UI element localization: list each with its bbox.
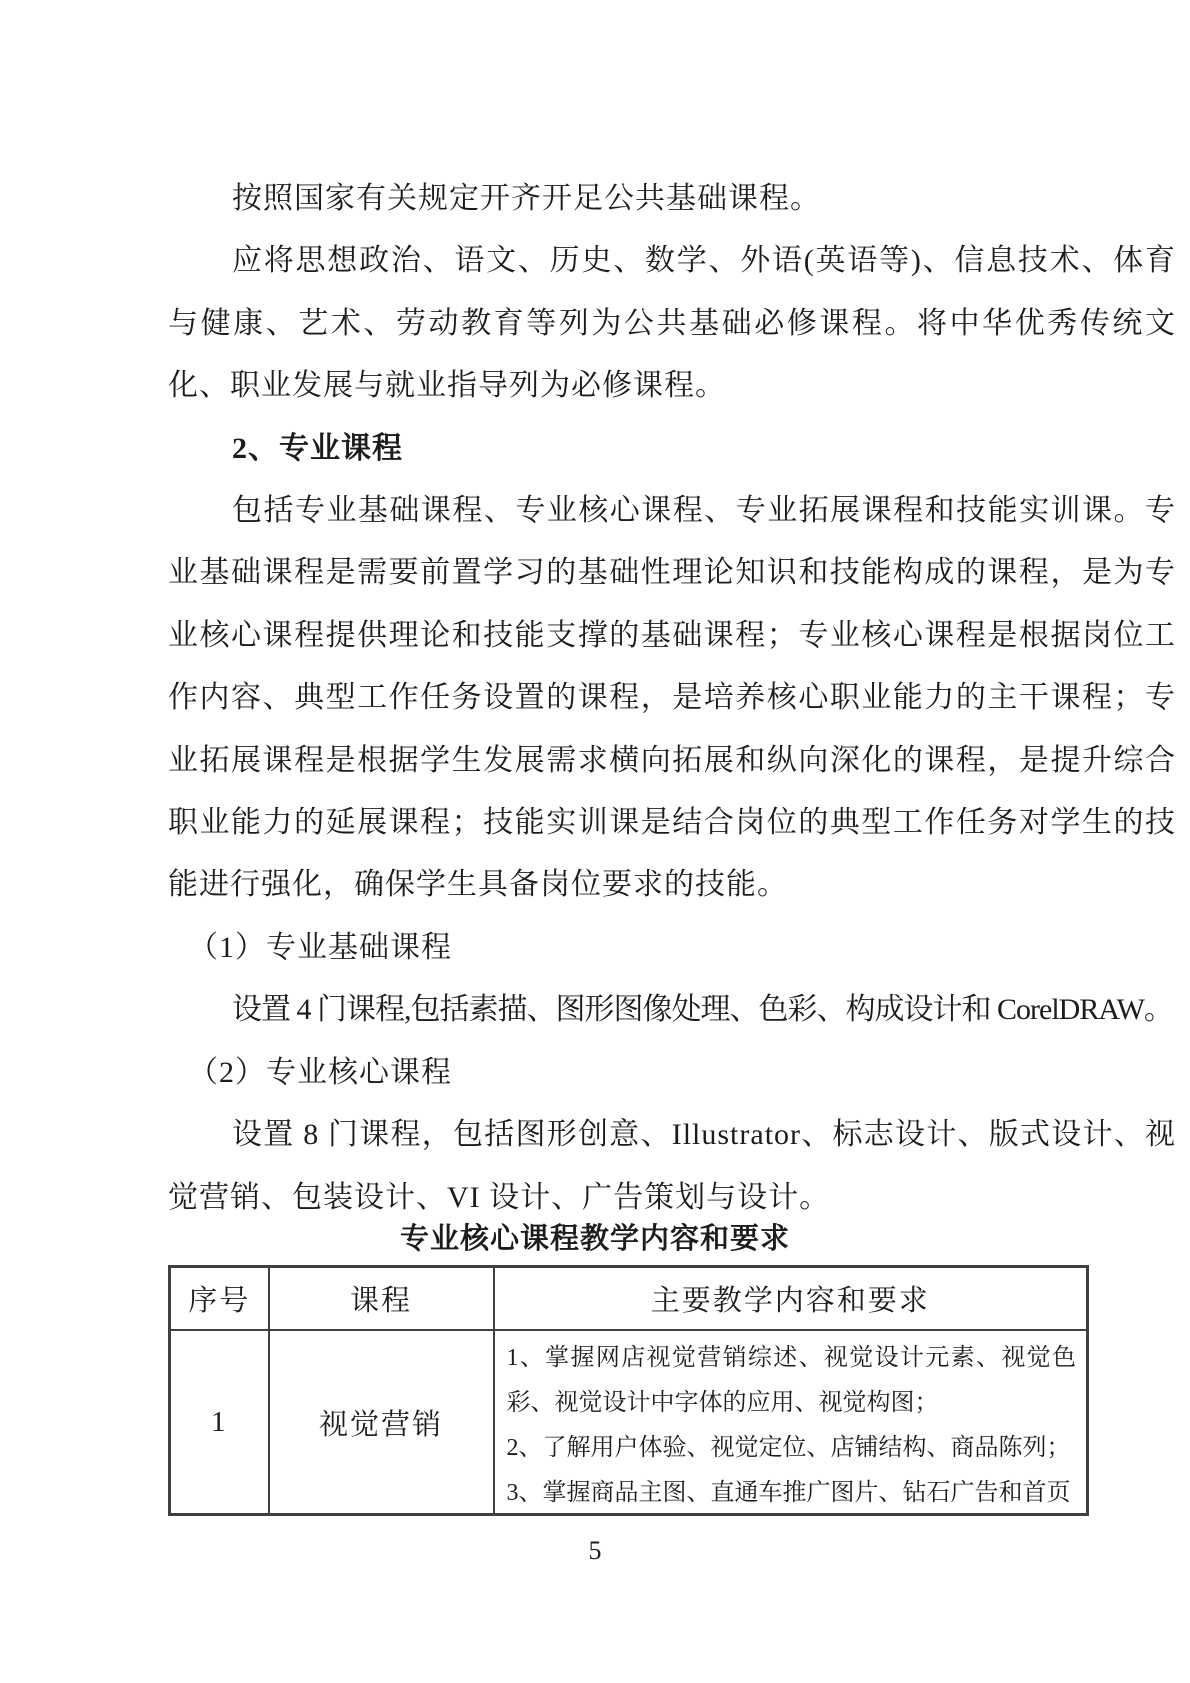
- core-courses-table: [168, 1265, 1089, 1516]
- cell-course-content: [494, 1330, 1088, 1515]
- document-body: [168, 168, 1176, 1229]
- table-header-content: 主要教学内容和要求: [494, 1267, 1088, 1331]
- subheading-core-courses: （2）专业核心课程: [188, 1055, 452, 1089]
- table-header-no: 序号: [170, 1267, 269, 1331]
- cell-row-number: 1: [170, 1330, 269, 1515]
- subheading-basic-courses: （1）专业基础课程: [188, 930, 452, 964]
- content-item: 3、掌握商品主图、直通车推广图片、钻石广告和首页: [506, 1480, 1071, 1506]
- paragraph-core-course-list: 设置 8 门课程，包括图形创意、Illustrator、标志设计、版式设计、视觉营销、包装设计、VI 设计、广告策划与设计。: [168, 1118, 1176, 1214]
- paragraph-required-courses: 应将思想政治、语文、历史、数学、外语(英语等)、信息技术、体育与健康、艺术、劳动教育等列为公共基础必修课程。将中华优秀传统文化、职业发展与就业指导列为必修课程。: [168, 244, 1176, 403]
- page-number: 5: [588, 1536, 602, 1565]
- content-item: 1、掌握网店视觉营销综述、视觉设计元素、视觉色彩、视觉设计中字体的应用、视觉构图；: [506, 1345, 1076, 1416]
- table-title: 专业核心课程教学内容和要求: [399, 1223, 790, 1255]
- section-heading-professional-courses: 2、专业课程: [232, 431, 403, 465]
- content-item: 2、了解用户体验、视觉定位、店铺结构、商品陈列；: [506, 1435, 1071, 1461]
- table-header-row: [170, 1267, 1088, 1331]
- course-content-items: [495, 1331, 1087, 1513]
- cell-course-name: 视觉营销: [269, 1330, 494, 1515]
- paragraph-basic-course-list: 设置 4 门课程,包括素描、图形图像处理、色彩、构成设计和 CorelDRAW。: [232, 993, 1173, 1027]
- paragraph-course-types: 包括专业基础课程、专业核心课程、专业拓展课程和技能实训课。专业基础课程是需要前置学习的基础性理论知识和技能构成的课程，是为专业核心课程提供理论和技能支撑的基础课程；专业核心课程是根据岗位工作内容、典型工作任务设置的课程，是培养核心职业能力的主干课程；专业拓展课程是根据学生发展需求横向拓展和纵向深化的课程，是提升综合职业能力的延展课程；技能实训课是结合岗位的典型工作任务对学生的技能进行强化，确保学生具备岗位要求的技能。: [168, 494, 1176, 902]
- table-row: [170, 1330, 1088, 1515]
- paragraph-public-basic-courses: 按照国家有关规定开齐开足公共基础课程。: [232, 182, 821, 215]
- table-header-course: 课程: [269, 1267, 494, 1331]
